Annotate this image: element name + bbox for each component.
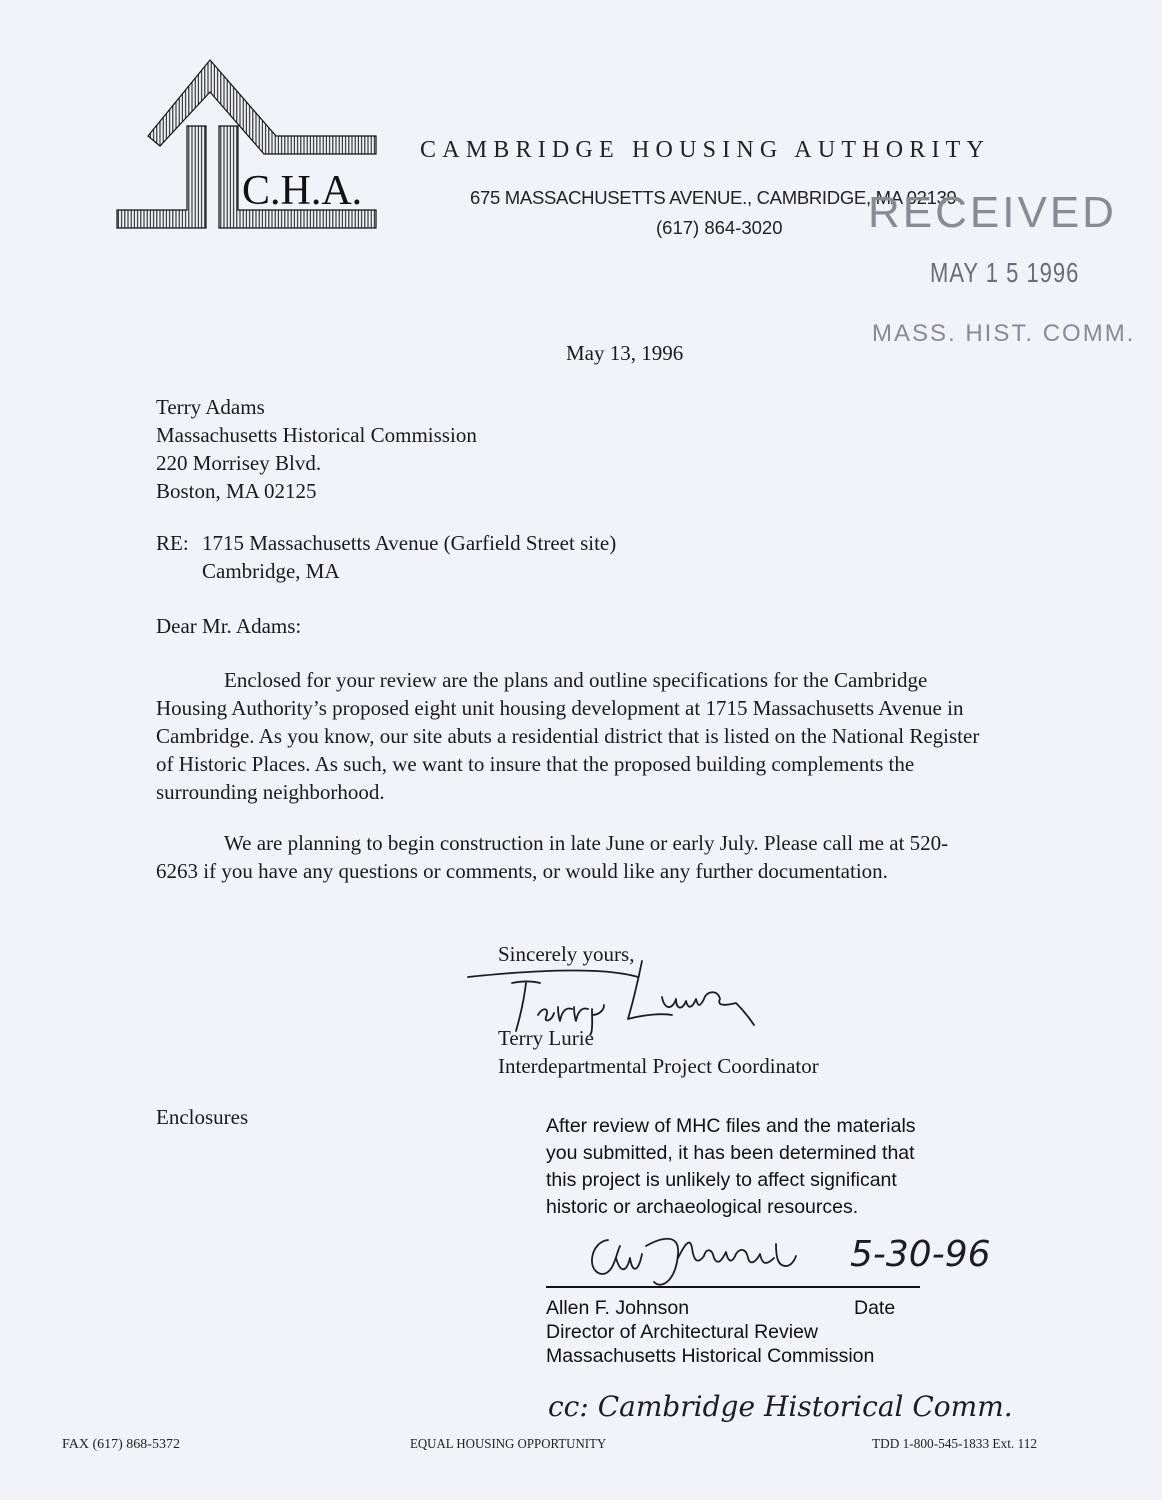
- letter-date: May 13, 1996: [566, 341, 684, 365]
- signer-name: Terry Lurie: [498, 1026, 594, 1050]
- re-line-1: 1715 Massachusetts Avenue (Garfield Street site): [202, 531, 617, 555]
- mhc-statement-line-1: After review of MHC files and the materials: [546, 1115, 916, 1137]
- signer-title: Interdepartmental Project Coordinator: [498, 1054, 819, 1078]
- recipient-name: Terry Adams: [156, 395, 265, 419]
- logo-text: C.H.A.: [242, 168, 363, 214]
- paragraph-1: [156, 666, 986, 806]
- mhc-statement-line-4: historic or archaeological resources.: [546, 1196, 859, 1218]
- recipient-street: 220 Morrisey Blvd.: [156, 451, 322, 475]
- cha-logo: [114, 58, 378, 242]
- org-phone: (617) 864-3020: [656, 217, 783, 238]
- mhc-signer-block: [546, 1296, 895, 1368]
- footer-fax: FAX (617) 868-5372: [62, 1437, 180, 1452]
- recipient-address: [156, 393, 477, 505]
- mhc-signer-name: Allen F. Johnson: [546, 1297, 690, 1319]
- signer-block: [498, 1024, 819, 1080]
- mhc-signer-org: Massachusetts Historical Commission: [546, 1345, 875, 1367]
- closing: Sincerely yours,: [498, 942, 635, 966]
- terry-lurie-signature: [466, 955, 756, 1035]
- mhc-review-statement: [546, 1113, 916, 1221]
- cha-house-logo-icon: [114, 58, 378, 242]
- paragraph-1-text: Enclosed for your review are the plans and outline specifications for the Cambridge Housing Authority’s proposed eight unit housing development at 1715 Massachusetts Avenue in Cambridge. As you know, our site abuts a residential district that is listed on the National Register of Historic Places. As such, we want to insure that the proposed building complements the surrounding neighborhood.: [156, 668, 980, 804]
- footer-tdd: TDD 1-800-545-1833 Ext. 112: [872, 1437, 1038, 1452]
- enclosures-note: Enclosures: [156, 1105, 249, 1129]
- mhc-signer-title: Director of Architectural Review: [546, 1321, 819, 1343]
- paragraph-2-text: We are planning to begin construction in late June or early July. Please call me at 520-6263 if you have any questions or comments, or would like any further documentation.: [156, 831, 949, 883]
- received-stamp-label: RECEIVED: [868, 188, 1117, 237]
- mhc-statement-line-2: you submitted, it has been determined that: [546, 1142, 915, 1164]
- mhc-statement-line-3: this project is unlikely to affect significant: [546, 1169, 897, 1191]
- signature-icon: [466, 955, 756, 1035]
- footer-equal-housing: EQUAL HOUSING OPPORTUNITY: [410, 1437, 607, 1452]
- received-stamp-date: MAY 1 5 1996: [930, 257, 1080, 289]
- org-address: 675 MASSACHUSETTS AVENUE., CAMBRIDGE, MA 02139: [470, 187, 957, 208]
- date-label: Date: [854, 1297, 896, 1319]
- re-label: RE:: [156, 531, 189, 555]
- paragraph-2: [156, 829, 986, 885]
- salutation: Dear Mr. Adams:: [156, 614, 302, 638]
- johnson-signature: [580, 1218, 1080, 1292]
- org-name: CAMBRIDGE HOUSING AUTHORITY: [420, 137, 991, 163]
- re-line-2: Cambridge, MA: [202, 559, 340, 583]
- handwritten-cc-icon: [546, 1378, 1046, 1438]
- handwritten-date: 5-30-96: [850, 1234, 991, 1275]
- signature-line: [546, 1286, 920, 1288]
- cc-note: [546, 1378, 1046, 1438]
- subject-line: [156, 529, 616, 585]
- recipient-city: Boston, MA 02125: [156, 479, 317, 503]
- received-stamp-org: MASS. HIST. COMM.: [872, 320, 1136, 347]
- cc-text: cc: Cambridge Historical Comm.: [548, 1390, 1013, 1423]
- signature-icon: [580, 1218, 1080, 1292]
- recipient-org: Massachusetts Historical Commission: [156, 423, 477, 447]
